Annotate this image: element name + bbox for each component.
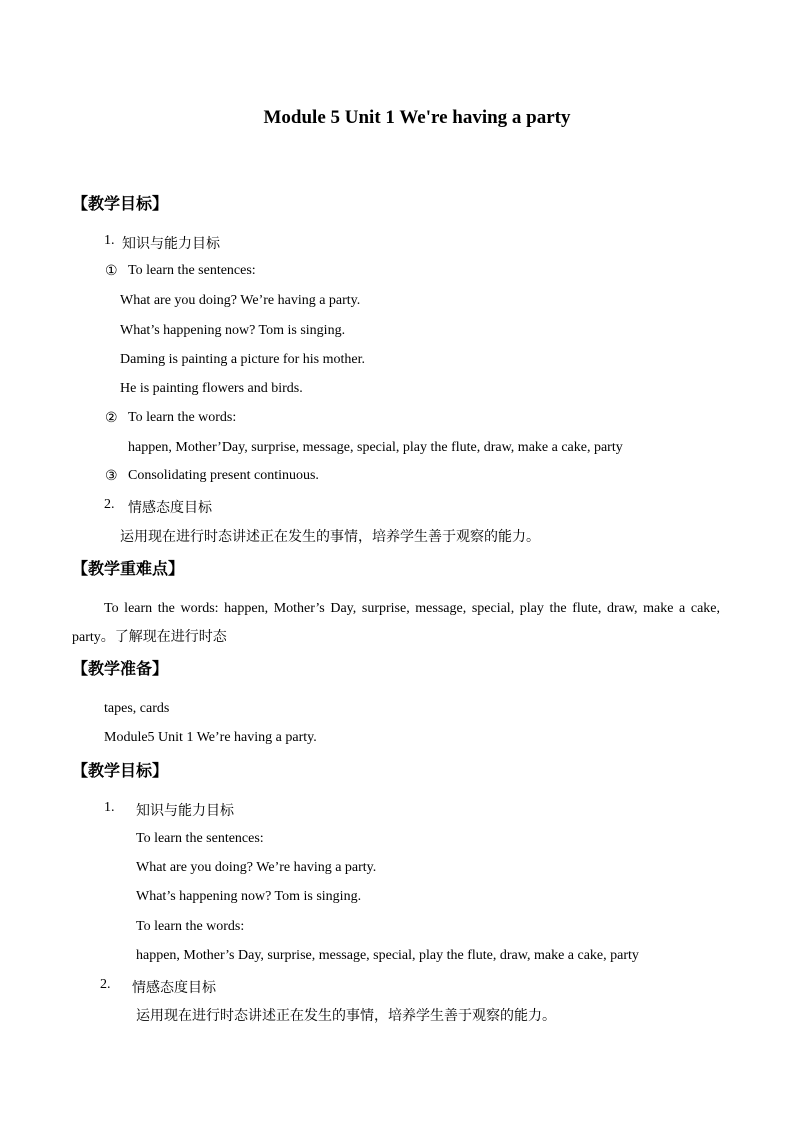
item-number: 1. bbox=[104, 800, 115, 815]
item-title-knowledge: 知识与能力目标 bbox=[122, 236, 220, 252]
item-title-knowledge: 知识与能力目标 bbox=[136, 803, 234, 819]
sentence-line: What are you doing? We’re having a party. bbox=[120, 293, 361, 308]
objective-line: To learn the sentences: bbox=[136, 831, 264, 846]
objective-line: happen, Mother’s Day, surprise, message, special, play the flute, draw, make a cake, party bbox=[136, 948, 639, 963]
section-heading-key-points: 【教学重难点】 bbox=[72, 559, 185, 578]
item-title-attitude: 情感态度目标 bbox=[132, 980, 216, 996]
sentence-line: He is painting flowers and birds. bbox=[120, 381, 303, 396]
objective-line: To learn the words: bbox=[136, 919, 245, 934]
key-points-text-cn: 。了解现在进行时态 bbox=[100, 629, 227, 645]
sub-item-text: Consolidating present continuous. bbox=[128, 468, 319, 483]
circled-marker-1: ① bbox=[105, 264, 118, 279]
objective-line: What’s happening now? Tom is singing. bbox=[136, 889, 362, 904]
sentence-line: Daming is painting a picture for his mother. bbox=[120, 352, 365, 367]
sub-item-text: To learn the sentences: bbox=[128, 263, 256, 278]
key-points-text-en: To learn the words: happen, Mother’s Day, surprise, message, special, play the flute, draw, make a cake, party bbox=[72, 601, 720, 645]
document-title: Module 5 Unit 1 We're having a party bbox=[263, 107, 571, 128]
sub-item-text: To learn the words: bbox=[128, 410, 237, 425]
sentence-line: What’s happening now? Tom is singing. bbox=[120, 323, 346, 338]
preparation-line: tapes, cards bbox=[104, 701, 170, 716]
item-number: 1. bbox=[104, 233, 115, 248]
section-heading-objectives-2: 【教学目标】 bbox=[72, 761, 169, 780]
item-title-attitude: 情感态度目标 bbox=[128, 500, 212, 516]
attitude-text: 运用现在进行时态讲述正在发生的事情，培养学生善于观察的能力。 bbox=[120, 529, 540, 545]
preparation-line: Module5 Unit 1 We’re having a party. bbox=[104, 730, 317, 745]
section-heading-objectives: 【教学目标】 bbox=[72, 194, 169, 213]
circled-marker-3: ③ bbox=[105, 469, 118, 484]
item-number: 2. bbox=[104, 497, 115, 512]
key-points-paragraph bbox=[72, 595, 720, 652]
word-list: happen, Mother’Day, surprise, message, special, play the flute, draw, make a cake, party bbox=[128, 440, 623, 455]
section-heading-preparation: 【教学准备】 bbox=[72, 659, 169, 678]
item-number: 2. bbox=[100, 977, 111, 992]
circled-marker-2: ② bbox=[105, 411, 118, 426]
attitude-text: 运用现在进行时态讲述正在发生的事情，培养学生善于观察的能力。 bbox=[136, 1008, 556, 1024]
objective-line: What are you doing? We’re having a party. bbox=[136, 860, 377, 875]
